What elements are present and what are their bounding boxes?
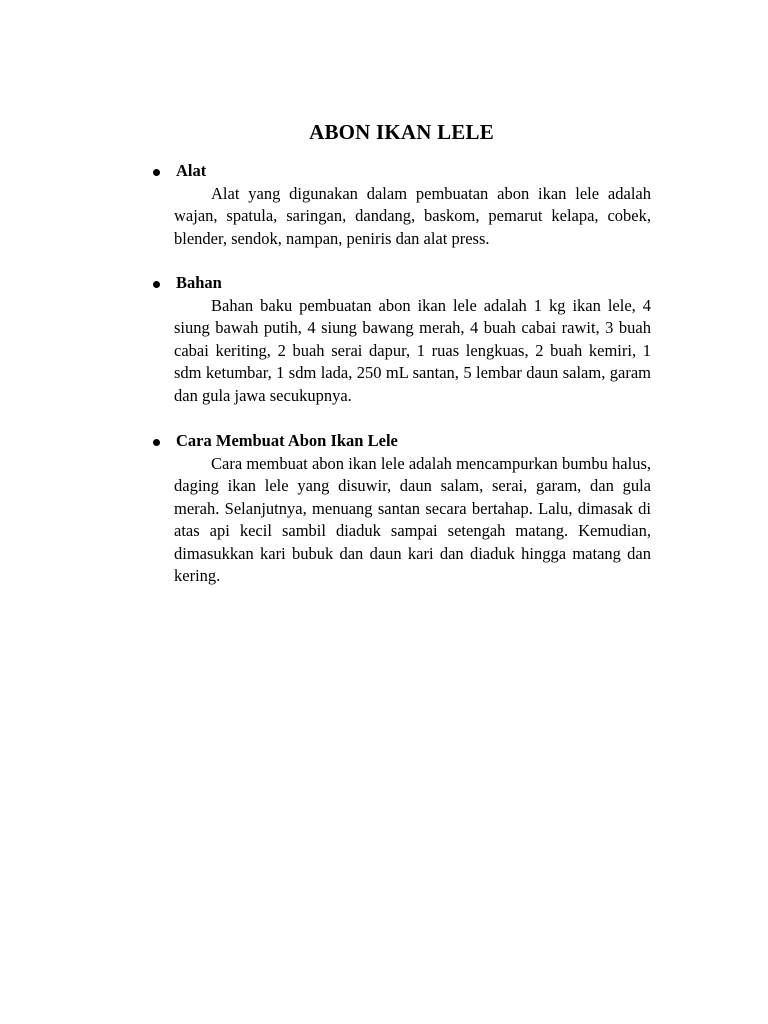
section-cara-membuat — [174, 430, 651, 588]
section-paragraph: Bahan baku pembuatan abon ikan lele adalah 1 kg ikan lele, 4 siung bawah putih, 4 siung bawang merah, 4 buah cabai rawit, 3 buah cabai keriting, 2 buah serai dapur, 1 ruas lengkuas, 2 buah kemiri, 1 sdm ketumbar, 1 sdm lada, 250 mL santan, 5 lembar daun salam, garam dan gula jawa secukupnya. — [174, 295, 651, 405]
bullet-icon — [153, 169, 160, 176]
bullet-icon — [153, 439, 160, 446]
section-heading: Alat — [176, 161, 207, 180]
bullet-icon — [153, 281, 160, 288]
section-heading: Bahan — [176, 273, 222, 292]
section-paragraph: Cara membuat abon ikan lele adalah mencampurkan bumbu halus, daging ikan lele yang disuwir, daun salam, serai, garam, dan gula merah. Selanjutnya, menuang santan secara bertahap. Lalu, dimasak di atas api kecil sambil diaduk sampai setengah matang. Kemudian, dimasukkan kari bubuk dan daun kari dan diaduk hingga matang dan kering. — [174, 453, 651, 585]
section-bahan — [174, 272, 651, 407]
section-alat — [174, 160, 651, 250]
section-paragraph: Alat yang digunakan dalam pembuatan abon ikan lele adalah wajan, spatula, saringan, dandang, baskom, pemarut kelapa, cobek, blender, sendok, nampan, peniris dan alat press. — [174, 183, 651, 248]
section-heading: Cara Membuat Abon Ikan Lele — [176, 431, 398, 450]
document-title: ABON IKAN LELE — [309, 120, 494, 144]
